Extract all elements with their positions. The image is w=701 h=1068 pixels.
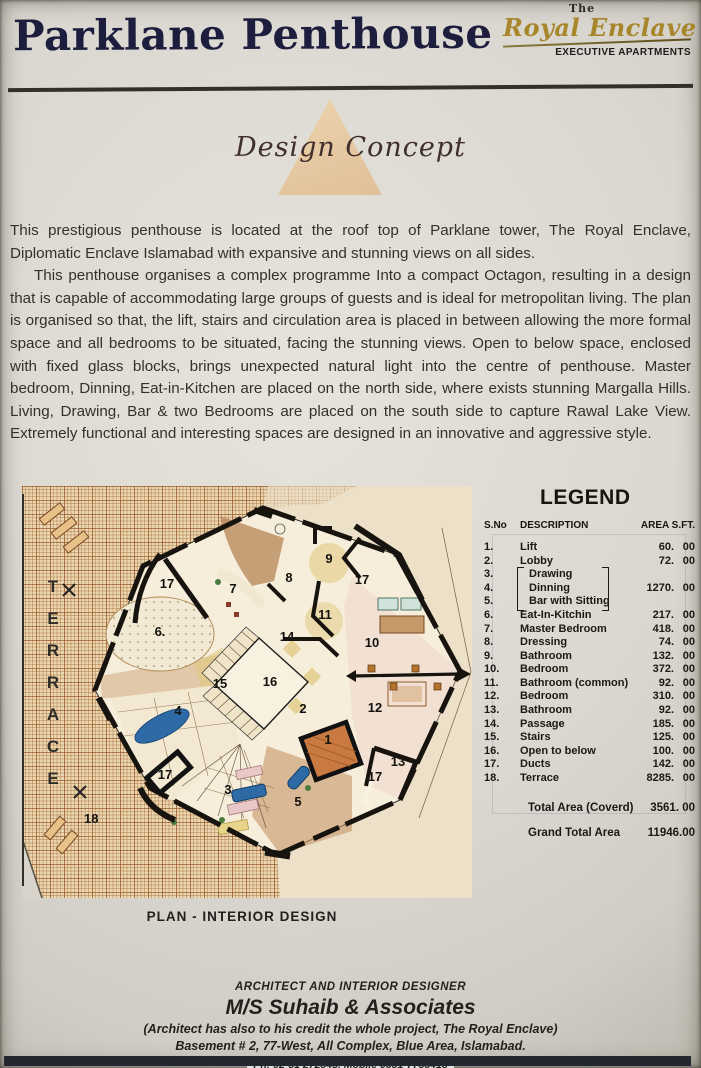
grand-total-row [484,827,695,839]
total-covered-row [484,802,695,814]
floor-plan-figure [22,486,474,924]
terrace-letter: T [47,576,59,596]
legend-row: 8. Dressing 74. 00 [484,636,695,649]
intro-paragraph-2: This penthouse organises a complex programme Into a compact Octagon, resulting in a design that is capable of accommodating large groups of guests and is ideal for metropolitan living. The plan is organised so that, the lift, stairs and circulation area is placed in between allowing the more formal space and all bedrooms to be situated, facing the stunning views. Open to below space, enclosed with fixed glass blocks, brings unexpected natural light into the centre of penthouse. Master bedroom, Dinning, Eat-in-Kitchen are placed on the north side, where exists stunning Margalla Hills. Living, Drawing, Bar & two Bedrooms are placed on the south side to capture Rawal Lake View. Extremely functional and interesting spaces are designed in an innovative and aggressive style. [10,267,691,443]
legend-row: 11. Bathroom (common) 92. 00 [484,676,695,689]
intro-paragraph-1: This prestigious penthouse is located at the roof top of Parklane tower, The Royal Enclave, Diplomatic Enclave Islamabad with expansive and stunning views on all sides. [10,222,691,262]
brand-the: The [569,2,596,15]
legend-row: 17. Ducts 142. 00 [484,758,695,771]
terrace-letter: R [46,640,60,660]
terrace-letter: R [46,672,60,692]
room-number-label: 2 [299,700,307,716]
total-covered-label: Total Area (Coverd) [528,801,634,814]
page-title: Parklane Penthouse [12,8,493,61]
brand-name: Royal Enclave [503,13,697,42]
grand-total-value: 11946.00 [647,826,695,839]
room-number-label: 5 [294,793,302,809]
legend-row: 10. Bedroom 372. 00 [484,663,695,676]
legend-header-area: AREA S.FT. [640,519,695,531]
room-number-label: 17 [354,571,370,587]
room-number-label: 13 [390,753,406,769]
room-number-label: 12 [367,699,383,715]
legend-rows [484,541,695,786]
room-number-label: 17 [159,575,175,591]
legend-header-desc: DESCRIPTION [520,519,589,531]
legend-row: 9. Bathroom 132. 00 [484,649,695,662]
grand-total-label: Grand Total Area [528,826,621,839]
legend-row: 7. Master Bedroom 418. 00 [484,622,695,635]
legend-row: 18. Terrace 8285. 00 [484,772,695,785]
room-number-label: 10 [364,634,380,650]
room-number-label: 4 [174,702,182,718]
footer-role: ARCHITECT AND INTERIOR DESIGNER [234,981,467,993]
legend-panel [474,486,695,924]
legend-title: LEGEND [540,485,631,509]
legend-row: 12. Bedroom 310. 00 [484,690,695,703]
room-number-label: 9 [325,550,333,566]
room-number-label: 8 [285,569,293,585]
legend-row: 3. Drawing [484,568,573,581]
floor-plan-svg [22,486,472,898]
terrace-letter: C [46,736,60,756]
intro-text [10,220,691,446]
legend-row: 5. Bar with Sitting [484,595,610,608]
footer [0,980,701,1068]
room-number-label: 17 [157,766,173,782]
brand-subtitle: EXECUTIVE APARTMENTS [555,47,691,58]
terrace-letter: A [46,704,60,724]
scan-bottom-bar [4,1056,691,1066]
legend-row: 14. Passage 185. 00 [484,717,695,730]
legend-row: 6. Eat-In-Kitchin 217. 00 [484,608,695,621]
terrace-number-label: 18 [84,810,99,826]
design-concept-title: Design Concept [235,132,466,163]
room-number-label: 16 [262,673,278,689]
room-number-label: 15 [212,675,228,691]
legend-row: 16. Open to below 100. 00 [484,744,695,757]
footer-credit: (Architect has also to his credit the whole project, The Royal Enclave) [143,1022,558,1036]
main-content [0,486,701,924]
total-covered-value: 3561. 00 [650,801,695,814]
legend-row: 4. Dinning 1270. 00 [484,581,695,594]
brand-logo [503,2,697,58]
footer-firm-name: M/S Suhaib & Associates [225,996,476,1019]
plan-caption: PLAN - INTERIOR DESIGN [146,908,338,924]
room-number-label: 11 [318,606,332,622]
design-concept-section [0,96,701,208]
legend-header-sno: S.No [484,519,507,531]
legend-row: 1. Lift 60. 00 [484,540,695,553]
terrace-letter: E [47,768,59,788]
room-number-label: 6. [154,623,166,639]
room-number-label: 3 [224,781,232,797]
room-number-label: 14 [279,628,295,644]
legend-row: 2. Lobby 72. 00 [484,554,695,567]
room-number-label: 1 [324,731,332,747]
room-number-label: 7 [229,580,237,596]
footer-address: Basement # 2, 77-West, All Complex, Blue Area, Islamabad. [175,1039,526,1053]
legend-row: 13. Bathroom 92. 00 [484,704,695,717]
header [0,0,701,86]
terrace-letter: E [47,608,59,628]
legend-row: 15. Stairs 125. 00 [484,731,695,744]
legend-totals [484,802,695,839]
legend-header-row [484,520,695,531]
room-number-label: 17 [367,768,383,784]
